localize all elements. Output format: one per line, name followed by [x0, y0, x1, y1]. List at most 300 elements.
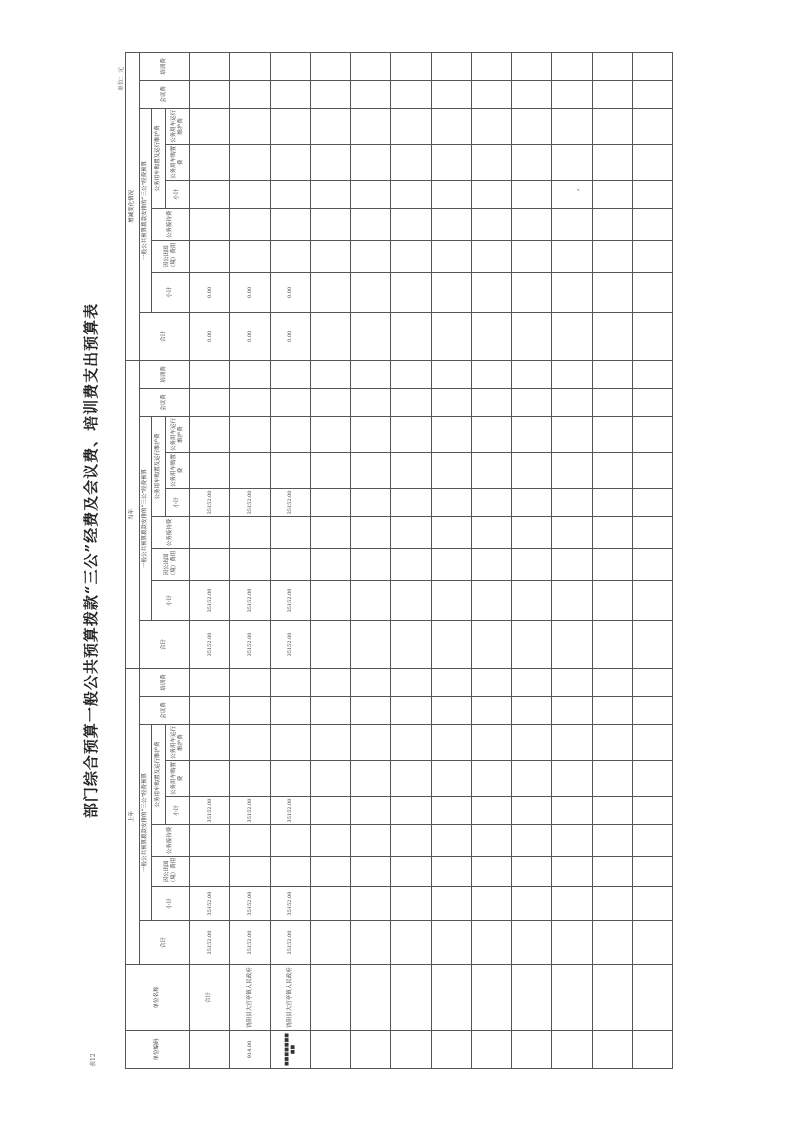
cell-prev-value: [230, 697, 270, 725]
blank-cell: [552, 668, 592, 696]
blank-cell: [431, 416, 471, 452]
header-chg-gp-budget: 一般公共预算拨款安排的“三公”经费预算: [140, 108, 152, 312]
header-prev-subtotal: 小计: [152, 887, 190, 921]
cell-chg-value: [270, 52, 310, 80]
cell-cur-value: [230, 388, 270, 416]
cell-chg-value: [270, 208, 310, 240]
cell-cur-value: [190, 416, 230, 452]
blank-cell: [351, 620, 391, 668]
blank-cell: [351, 416, 391, 452]
blank-cell: [632, 312, 672, 360]
blank-cell: [351, 388, 391, 416]
cell-prev-value: 35152.00: [230, 921, 270, 965]
blank-cell: [592, 416, 632, 452]
header-prev-gp-budget: 一般公共预算拨款安排的“三公”经费预算: [140, 725, 152, 921]
blank-cell: [471, 144, 511, 180]
blank-cell: [592, 208, 632, 240]
cell-prev-value: [190, 825, 230, 857]
blank-cell: [471, 668, 511, 696]
blank-cell: [632, 548, 672, 580]
blank-cell: [552, 761, 592, 797]
page-title: 部门综合预算一般公共预算拨款“三公”经费及会议费、培训费支出预算表: [82, 302, 100, 819]
header-cur-abroad: 因公出国（境）费用: [152, 548, 190, 580]
blank-cell: [632, 965, 672, 1031]
blank-cell: [471, 725, 511, 761]
blank-cell: [391, 725, 431, 761]
blank-cell: [552, 180, 592, 208]
blank-cell: [512, 668, 552, 696]
header-unit-name: 单位名称: [126, 965, 190, 1031]
blank-cell: [391, 312, 431, 360]
cell-cur-value: 35152.00: [230, 488, 270, 516]
cell-cur-value: 35152.00: [270, 580, 310, 620]
header-unit-code: 单位编码: [126, 1031, 190, 1069]
cell-chg-value: [230, 240, 270, 272]
cell-chg-value: [270, 80, 310, 108]
blank-cell: [632, 797, 672, 825]
blank-cell: [431, 668, 471, 696]
cell-cur-value: [230, 416, 270, 452]
blank-cell: [552, 797, 592, 825]
blank-cell: [471, 312, 511, 360]
cell-cur-value: [230, 452, 270, 488]
blank-cell: [592, 180, 632, 208]
blank-cell: [351, 761, 391, 797]
blank-cell: [391, 965, 431, 1031]
blank-cell: [391, 360, 431, 388]
blank-cell: [592, 668, 632, 696]
blank-cell: [552, 857, 592, 887]
blank-cell: [552, 825, 592, 857]
blank-cell: [351, 80, 391, 108]
cell-cur-value: [230, 360, 270, 388]
cell-cur-value: 35152.00: [190, 488, 230, 516]
blank-cell: [351, 360, 391, 388]
header-chg-total: 合计: [140, 312, 190, 360]
blank-cell: [391, 797, 431, 825]
blank-cell: [512, 921, 552, 965]
blank-cell: [471, 825, 511, 857]
cell-cur-value: 35152.00: [230, 620, 270, 668]
header-cur-subtotal: 小计: [152, 580, 190, 620]
blank-row: [552, 52, 592, 1068]
blank-cell: [592, 240, 632, 272]
blank-cell: [310, 548, 350, 580]
cell-unit-name: 饶阳县大官亭镇人民政府: [270, 965, 310, 1031]
blank-cell: [391, 388, 431, 416]
blank-cell: [512, 388, 552, 416]
blank-cell: [310, 108, 350, 144]
blank-cell: [552, 488, 592, 516]
blank-cell: [310, 725, 350, 761]
blank-row: [391, 52, 431, 1068]
blank-cell: [552, 548, 592, 580]
blank-cell: [592, 965, 632, 1031]
blank-cell: [431, 452, 471, 488]
cell-chg-value: 0.00: [270, 312, 310, 360]
blank-cell: [351, 668, 391, 696]
blank-cell: [632, 108, 672, 144]
blank-cell: [471, 416, 511, 452]
blank-cell: [310, 761, 350, 797]
header-current-year: 当年: [126, 360, 140, 668]
cell-chg-value: [190, 180, 230, 208]
blank-cell: [632, 580, 672, 620]
cell-prev-value: 35152.00: [230, 797, 270, 825]
blank-cell: [512, 272, 552, 312]
blank-cell: [391, 208, 431, 240]
blank-cell: [632, 761, 672, 797]
blank-cell: [351, 208, 391, 240]
blank-cell: [632, 668, 672, 696]
blank-cell: [512, 697, 552, 725]
table-row: [270, 52, 310, 1068]
blank-cell: [471, 240, 511, 272]
blank-cell: [552, 80, 592, 108]
blank-cell: [310, 620, 350, 668]
blank-cell: [592, 144, 632, 180]
blank-row: [632, 52, 672, 1068]
blank-cell: [431, 697, 471, 725]
cell-chg-value: [190, 208, 230, 240]
blank-cell: [431, 965, 471, 1031]
cell-cur-value: [230, 516, 270, 548]
blank-cell: [471, 620, 511, 668]
blank-cell: [592, 272, 632, 312]
blank-cell: [310, 52, 350, 80]
blank-cell: [471, 761, 511, 797]
cell-cur-value: [190, 548, 230, 580]
blank-cell: [512, 416, 552, 452]
blank-cell: [431, 360, 471, 388]
header-chg-reception: 公务接待费: [152, 208, 190, 240]
blank-cell: [552, 208, 592, 240]
blank-cell: [391, 108, 431, 144]
header-cur-vehicle-operation: 公务用车运行维护费: [166, 416, 190, 452]
table-id: 表12: [90, 1053, 97, 1067]
blank-cell: [391, 488, 431, 516]
cell-prev-value: 35152.00: [190, 921, 230, 965]
cell-chg-value: 0.00: [270, 272, 310, 312]
blank-cell: [592, 887, 632, 921]
header-prev-reception: 公务接待费: [152, 825, 190, 857]
blank-cell: [391, 620, 431, 668]
blank-cell: [592, 52, 632, 80]
cell-chg-value: [230, 208, 270, 240]
cell-chg-value: 0.00: [190, 272, 230, 312]
blank-cell: [431, 921, 471, 965]
blank-cell: [632, 240, 672, 272]
blank-cell: [310, 360, 350, 388]
blank-row: [310, 52, 350, 1068]
blank-cell: [471, 580, 511, 620]
table-row: [190, 52, 230, 1068]
cell-prev-value: [190, 761, 230, 797]
blank-cell: [632, 272, 672, 312]
blank-cell: [431, 516, 471, 548]
cell-unit-code: 914.00: [230, 1031, 270, 1069]
cell-unit-code: [190, 1031, 230, 1069]
blank-cell: [512, 548, 552, 580]
blank-cell: [391, 580, 431, 620]
cell-cur-value: 35152.00: [270, 488, 310, 516]
blank-cell: [592, 1031, 632, 1069]
cell-prev-value: [190, 697, 230, 725]
blank-cell: [351, 825, 391, 857]
cell-cur-value: [270, 360, 310, 388]
cell-chg-value: 0.00: [230, 272, 270, 312]
blank-cell: [310, 488, 350, 516]
blank-cell: [351, 52, 391, 80]
blank-cell: [512, 857, 552, 887]
blank-cell: [310, 516, 350, 548]
blank-cell: [351, 857, 391, 887]
cell-cur-value: [190, 452, 230, 488]
cell-cur-value: [270, 416, 310, 452]
cell-prev-value: [270, 697, 310, 725]
blank-cell: [552, 965, 592, 1031]
blank-cell: [632, 180, 672, 208]
header-change: 增减变化情况: [126, 52, 140, 360]
blank-cell: [351, 452, 391, 488]
blank-cell: [351, 697, 391, 725]
header-cur-vehicle: 公务用车购置及运行维护费: [152, 416, 166, 516]
blank-cell: [552, 360, 592, 388]
cell-prev-value: 35152.00: [190, 797, 230, 825]
header-chg-subtotal: 小计: [152, 272, 190, 312]
cell-cur-value: [230, 548, 270, 580]
blank-cell: [512, 1031, 552, 1069]
header-cur-reception: 公务接待费: [152, 516, 190, 548]
blank-cell: [512, 761, 552, 797]
blank-cell: [552, 725, 592, 761]
header-prev-total: 合计: [140, 921, 190, 965]
blank-cell: [512, 180, 552, 208]
blank-cell: [552, 697, 592, 725]
header-chg-vehicle-purchase: 公务用车购置费: [166, 144, 190, 180]
blank-cell: [512, 52, 552, 80]
cell-prev-value: [230, 825, 270, 857]
blank-cell: [632, 697, 672, 725]
blank-cell: [431, 725, 471, 761]
blank-cell: [391, 80, 431, 108]
blank-cell: [512, 360, 552, 388]
blank-cell: [512, 108, 552, 144]
blank-cell: [351, 580, 391, 620]
blank-cell: [431, 312, 471, 360]
blank-cell: [310, 921, 350, 965]
blank-cell: [592, 697, 632, 725]
blank-cell: [471, 887, 511, 921]
blank-cell: [592, 516, 632, 548]
table-header: [126, 52, 190, 1068]
blank-cell: [632, 488, 672, 516]
blank-cell: [632, 208, 672, 240]
header-cur-vehicle-subtotal: 小计: [166, 488, 190, 516]
blank-cell: [351, 921, 391, 965]
blank-cell: [592, 921, 632, 965]
blank-cell: [351, 516, 391, 548]
blank-cell: [552, 52, 592, 80]
blank-cell: [592, 857, 632, 887]
blank-cell: [471, 965, 511, 1031]
blank-cell: [391, 761, 431, 797]
blank-cell: [391, 697, 431, 725]
blank-cell: [391, 1031, 431, 1069]
cell-cur-value: [270, 388, 310, 416]
blank-cell: [632, 921, 672, 965]
blank-cell: [512, 887, 552, 921]
cell-prev-value: [270, 761, 310, 797]
blank-cell: [431, 548, 471, 580]
blank-cell: [351, 725, 391, 761]
blank-cell: [351, 108, 391, 144]
blank-cell: [592, 488, 632, 516]
cell-prev-value: [190, 725, 230, 761]
blank-cell: [310, 312, 350, 360]
unit-label: 单位：元: [118, 66, 125, 91]
blank-cell: [431, 180, 471, 208]
blank-cell: [632, 725, 672, 761]
blank-cell: [592, 620, 632, 668]
blank-cell: [471, 208, 511, 240]
header-chg-vehicle: 公务用车购置及运行维护费: [152, 108, 166, 208]
blank-cell: [431, 108, 471, 144]
cell-prev-value: [270, 857, 310, 887]
blank-cell: [632, 516, 672, 548]
blank-cell: [552, 144, 592, 180]
blank-cell: [512, 312, 552, 360]
blank-cell: [431, 761, 471, 797]
blank-cell: [552, 416, 592, 452]
blank-cell: [431, 1031, 471, 1069]
header-cur-gp-budget: 一般公共预算拨款安排的“三公”经费预算: [140, 416, 152, 620]
cell-cur-value: 35152.00: [270, 620, 310, 668]
header-prev-training: 培训费: [140, 668, 190, 696]
blank-cell: [512, 825, 552, 857]
blank-cell: [552, 887, 592, 921]
blank-cell: [471, 272, 511, 312]
blank-cell: [310, 144, 350, 180]
blank-cell: [391, 180, 431, 208]
cell-prev-value: 35152.00: [270, 797, 310, 825]
cell-chg-value: 0.00: [190, 312, 230, 360]
blank-cell: [552, 1031, 592, 1069]
cell-chg-value: [190, 108, 230, 144]
header-prev-year: 上年: [126, 668, 140, 964]
blank-cell: [512, 797, 552, 825]
cell-cur-value: 35152.00: [190, 580, 230, 620]
blank-cell: [431, 825, 471, 857]
blank-cell: [391, 240, 431, 272]
blank-cell: [552, 272, 592, 312]
cell-prev-value: [230, 668, 270, 696]
cell-prev-value: 35152.00: [270, 887, 310, 921]
blank-cell: [351, 965, 391, 1031]
blank-cell: [431, 488, 471, 516]
blank-cell: [391, 857, 431, 887]
blank-cell: [431, 240, 471, 272]
blank-cell: [310, 272, 350, 312]
header-chg-training: 培训费: [140, 52, 190, 80]
blank-cell: [632, 857, 672, 887]
blank-cell: [310, 887, 350, 921]
blank-cell: [512, 452, 552, 488]
blank-cell: [310, 580, 350, 620]
cell-cur-value: [270, 516, 310, 548]
blank-cell: [431, 52, 471, 80]
blank-cell: [632, 388, 672, 416]
blank-cell: [431, 797, 471, 825]
blank-cell: [431, 208, 471, 240]
cell-prev-value: [230, 857, 270, 887]
header-prev-vehicle-purchase: 公务用车购置费: [166, 761, 190, 797]
blank-cell: [552, 580, 592, 620]
blank-cell: [471, 697, 511, 725]
header-cur-total: 合计: [140, 620, 190, 668]
header-chg-vehicle-operation: 公务用车运行维护费: [166, 108, 190, 144]
blank-cell: [471, 857, 511, 887]
blank-cell: [471, 180, 511, 208]
blank-cell: [592, 108, 632, 144]
blank-cell: [632, 144, 672, 180]
blank-cell: [552, 452, 592, 488]
blank-cell: [351, 144, 391, 180]
blank-cell: [310, 452, 350, 488]
cell-prev-value: [230, 761, 270, 797]
header-chg-meeting: 会议费: [140, 80, 190, 108]
header-chg-vehicle-subtotal: 小计: [166, 180, 190, 208]
cell-chg-value: [190, 52, 230, 80]
blank-cell: [471, 452, 511, 488]
blank-cell: [431, 857, 471, 887]
blank-cell: [471, 360, 511, 388]
blank-cell: [512, 516, 552, 548]
blank-row: [592, 52, 632, 1068]
cell-chg-value: 0.00: [230, 312, 270, 360]
blank-cell: [592, 548, 632, 580]
blank-cell: [632, 80, 672, 108]
blank-cell: [391, 921, 431, 965]
blank-cell: [552, 312, 592, 360]
blank-cell: [471, 797, 511, 825]
cell-chg-value: [230, 80, 270, 108]
blank-cell: [391, 668, 431, 696]
cell-cur-value: [190, 388, 230, 416]
cell-prev-value: 35152.00: [190, 887, 230, 921]
cell-prev-value: 35152.00: [230, 887, 270, 921]
blank-cell: [391, 516, 431, 548]
blank-cell: [391, 825, 431, 857]
header-prev-abroad: 因公出国（境）费用: [152, 857, 190, 887]
blank-cell: [431, 388, 471, 416]
cell-prev-value: [270, 825, 310, 857]
cell-chg-value: [270, 108, 310, 144]
blank-cell: [512, 240, 552, 272]
blank-cell: [592, 725, 632, 761]
blank-cell: [310, 388, 350, 416]
cell-cur-value: [270, 452, 310, 488]
cell-chg-value: [230, 52, 270, 80]
cell-chg-value: [270, 180, 310, 208]
blank-cell: [592, 312, 632, 360]
blank-cell: [310, 1031, 350, 1069]
blank-cell: [512, 725, 552, 761]
blank-cell: [471, 516, 511, 548]
blank-cell: [431, 887, 471, 921]
blank-cell: [471, 52, 511, 80]
blank-cell: [632, 620, 672, 668]
